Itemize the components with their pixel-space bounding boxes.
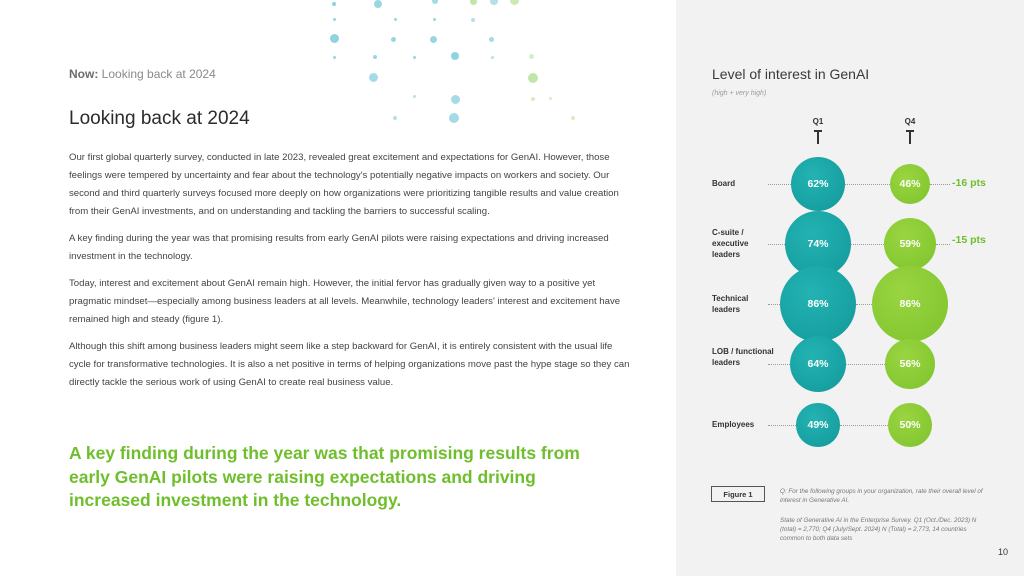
bubble-q4: 59% — [884, 218, 936, 270]
delta-label: -15 pts — [952, 234, 986, 246]
column-tick — [817, 130, 819, 144]
chart-title: Level of interest in GenAI — [712, 66, 870, 82]
decor-dot — [394, 18, 397, 21]
decor-dot — [490, 0, 498, 5]
decor-dot — [489, 37, 494, 42]
decor-dot — [332, 2, 336, 6]
section-title: Looking back at 2024 — [69, 108, 250, 129]
row-guide — [768, 184, 791, 185]
decor-dot — [373, 55, 377, 59]
bubble-q1: 49% — [796, 403, 839, 446]
decor-dot — [330, 34, 339, 43]
bubble-q1: 74% — [785, 211, 850, 276]
decor-dot — [491, 56, 494, 59]
page-number: 10 — [997, 547, 1008, 557]
bubble-q4: 56% — [885, 339, 934, 388]
figure-question-note: Q: For the following groups in your organization, rate their overall level of interest in Generative AI. — [780, 488, 983, 504]
decor-dot — [369, 73, 378, 82]
eyebrow-bold: Now: — [69, 67, 99, 81]
row-guide — [846, 364, 885, 365]
bubble-q1: 64% — [790, 336, 847, 393]
row-guide — [768, 364, 790, 365]
figure-source-note: State of Generative AI in the Enterprise Survey. Q1 (Oct./Dec. 2023) N (total) = 2,770; Q4 (July/Sept. 2024) N (Total) = 2,773, 14 countries common to both data sets — [780, 517, 977, 542]
decor-dot — [549, 97, 552, 100]
paragraph: Today, interest and excitement about GenAI remain high. However, the initial fervor has gradually given way to a positive yet pragmatic mindset—especially among business leaders at all levels. Meanwhile, technology leaders' interest and excitement have remained high and steady (figure 1). — [69, 278, 621, 325]
decor-dot — [471, 18, 475, 22]
row-guide — [840, 425, 888, 426]
row-label: Technical leaders — [712, 294, 749, 314]
row-label: Employees — [712, 420, 755, 429]
paragraph: A key finding during the year was that promising results from early GenAI pilots were raising expectations and driving increased investment in the technology. — [69, 233, 609, 262]
decor-dot — [451, 52, 459, 60]
paragraph: Although this shift among business leaders might seem like a step backward for GenAI, it is entirely consistent with the usual life cycle for transformative technologies. It is also a net positive in terms of helping organizations move past the hype stage so they can directly tackle the serious work of using GenAI to create real business value. — [69, 341, 630, 388]
figure-label: Figure 1 — [711, 486, 765, 502]
delta-guide — [930, 184, 950, 185]
decor-dot — [528, 73, 538, 83]
row-label: C-suite / executive leaders — [712, 228, 749, 259]
decor-dot — [449, 113, 459, 123]
row-guide — [768, 425, 796, 426]
row-guide — [851, 244, 884, 245]
bubble-q4: 50% — [888, 403, 932, 447]
decor-dot — [333, 56, 336, 59]
decor-dot — [433, 18, 436, 21]
decor-dot — [451, 95, 460, 104]
bubble-q1: 86% — [780, 266, 856, 342]
row-guide — [768, 304, 780, 305]
decor-dot — [430, 36, 437, 43]
decor-dot — [391, 37, 396, 42]
paragraph: Our first global quarterly survey, conducted in late 2023, revealed great excitement and expectations for GenAI. However, those feelings were tempered by uncertainty and fear about the technology's potentially negative impacts on workers and society. Our second and third quarterly surveys focused more deeply on how organizations were prioritizing tangible results and value creation from their GenAI investments, and on understanding and tackling the barriers to successful scaling. — [69, 152, 619, 217]
column-label-q1: Q1 — [812, 117, 824, 126]
decor-dot — [333, 18, 336, 21]
row-guide — [856, 304, 872, 305]
decor-dot — [510, 0, 519, 5]
decor-dot — [432, 0, 438, 4]
chart-subtitle: (high + very high) — [712, 90, 767, 97]
eyebrow — [69, 67, 216, 81]
row-guide — [768, 244, 785, 245]
pull-quote: A key finding during the year was that promising results from early GenAI pilots were raising expectations and driving increased investment in the technology. — [69, 443, 580, 510]
decor-dot — [393, 116, 397, 120]
column-label-q4: Q4 — [904, 117, 916, 126]
body-text — [69, 149, 635, 401]
decor-dot — [531, 97, 535, 101]
row-guide — [845, 184, 889, 185]
eyebrow-text: Looking back at 2024 — [101, 67, 216, 81]
decor-dot — [571, 116, 575, 120]
row-label: Board — [712, 179, 736, 188]
delta-guide — [936, 244, 950, 245]
bubble-q4: 86% — [872, 266, 948, 342]
decor-dot — [529, 54, 534, 59]
delta-label: -16 pts — [952, 177, 986, 189]
row-label: LOB / functional leaders — [712, 347, 774, 367]
decor-dot — [413, 56, 416, 59]
decor-dot — [470, 0, 477, 5]
decor-dot — [374, 0, 382, 8]
bubble-q4: 46% — [890, 164, 931, 205]
decor-dot — [413, 95, 416, 98]
column-tick — [909, 130, 911, 144]
bubble-q1: 62% — [791, 157, 846, 212]
